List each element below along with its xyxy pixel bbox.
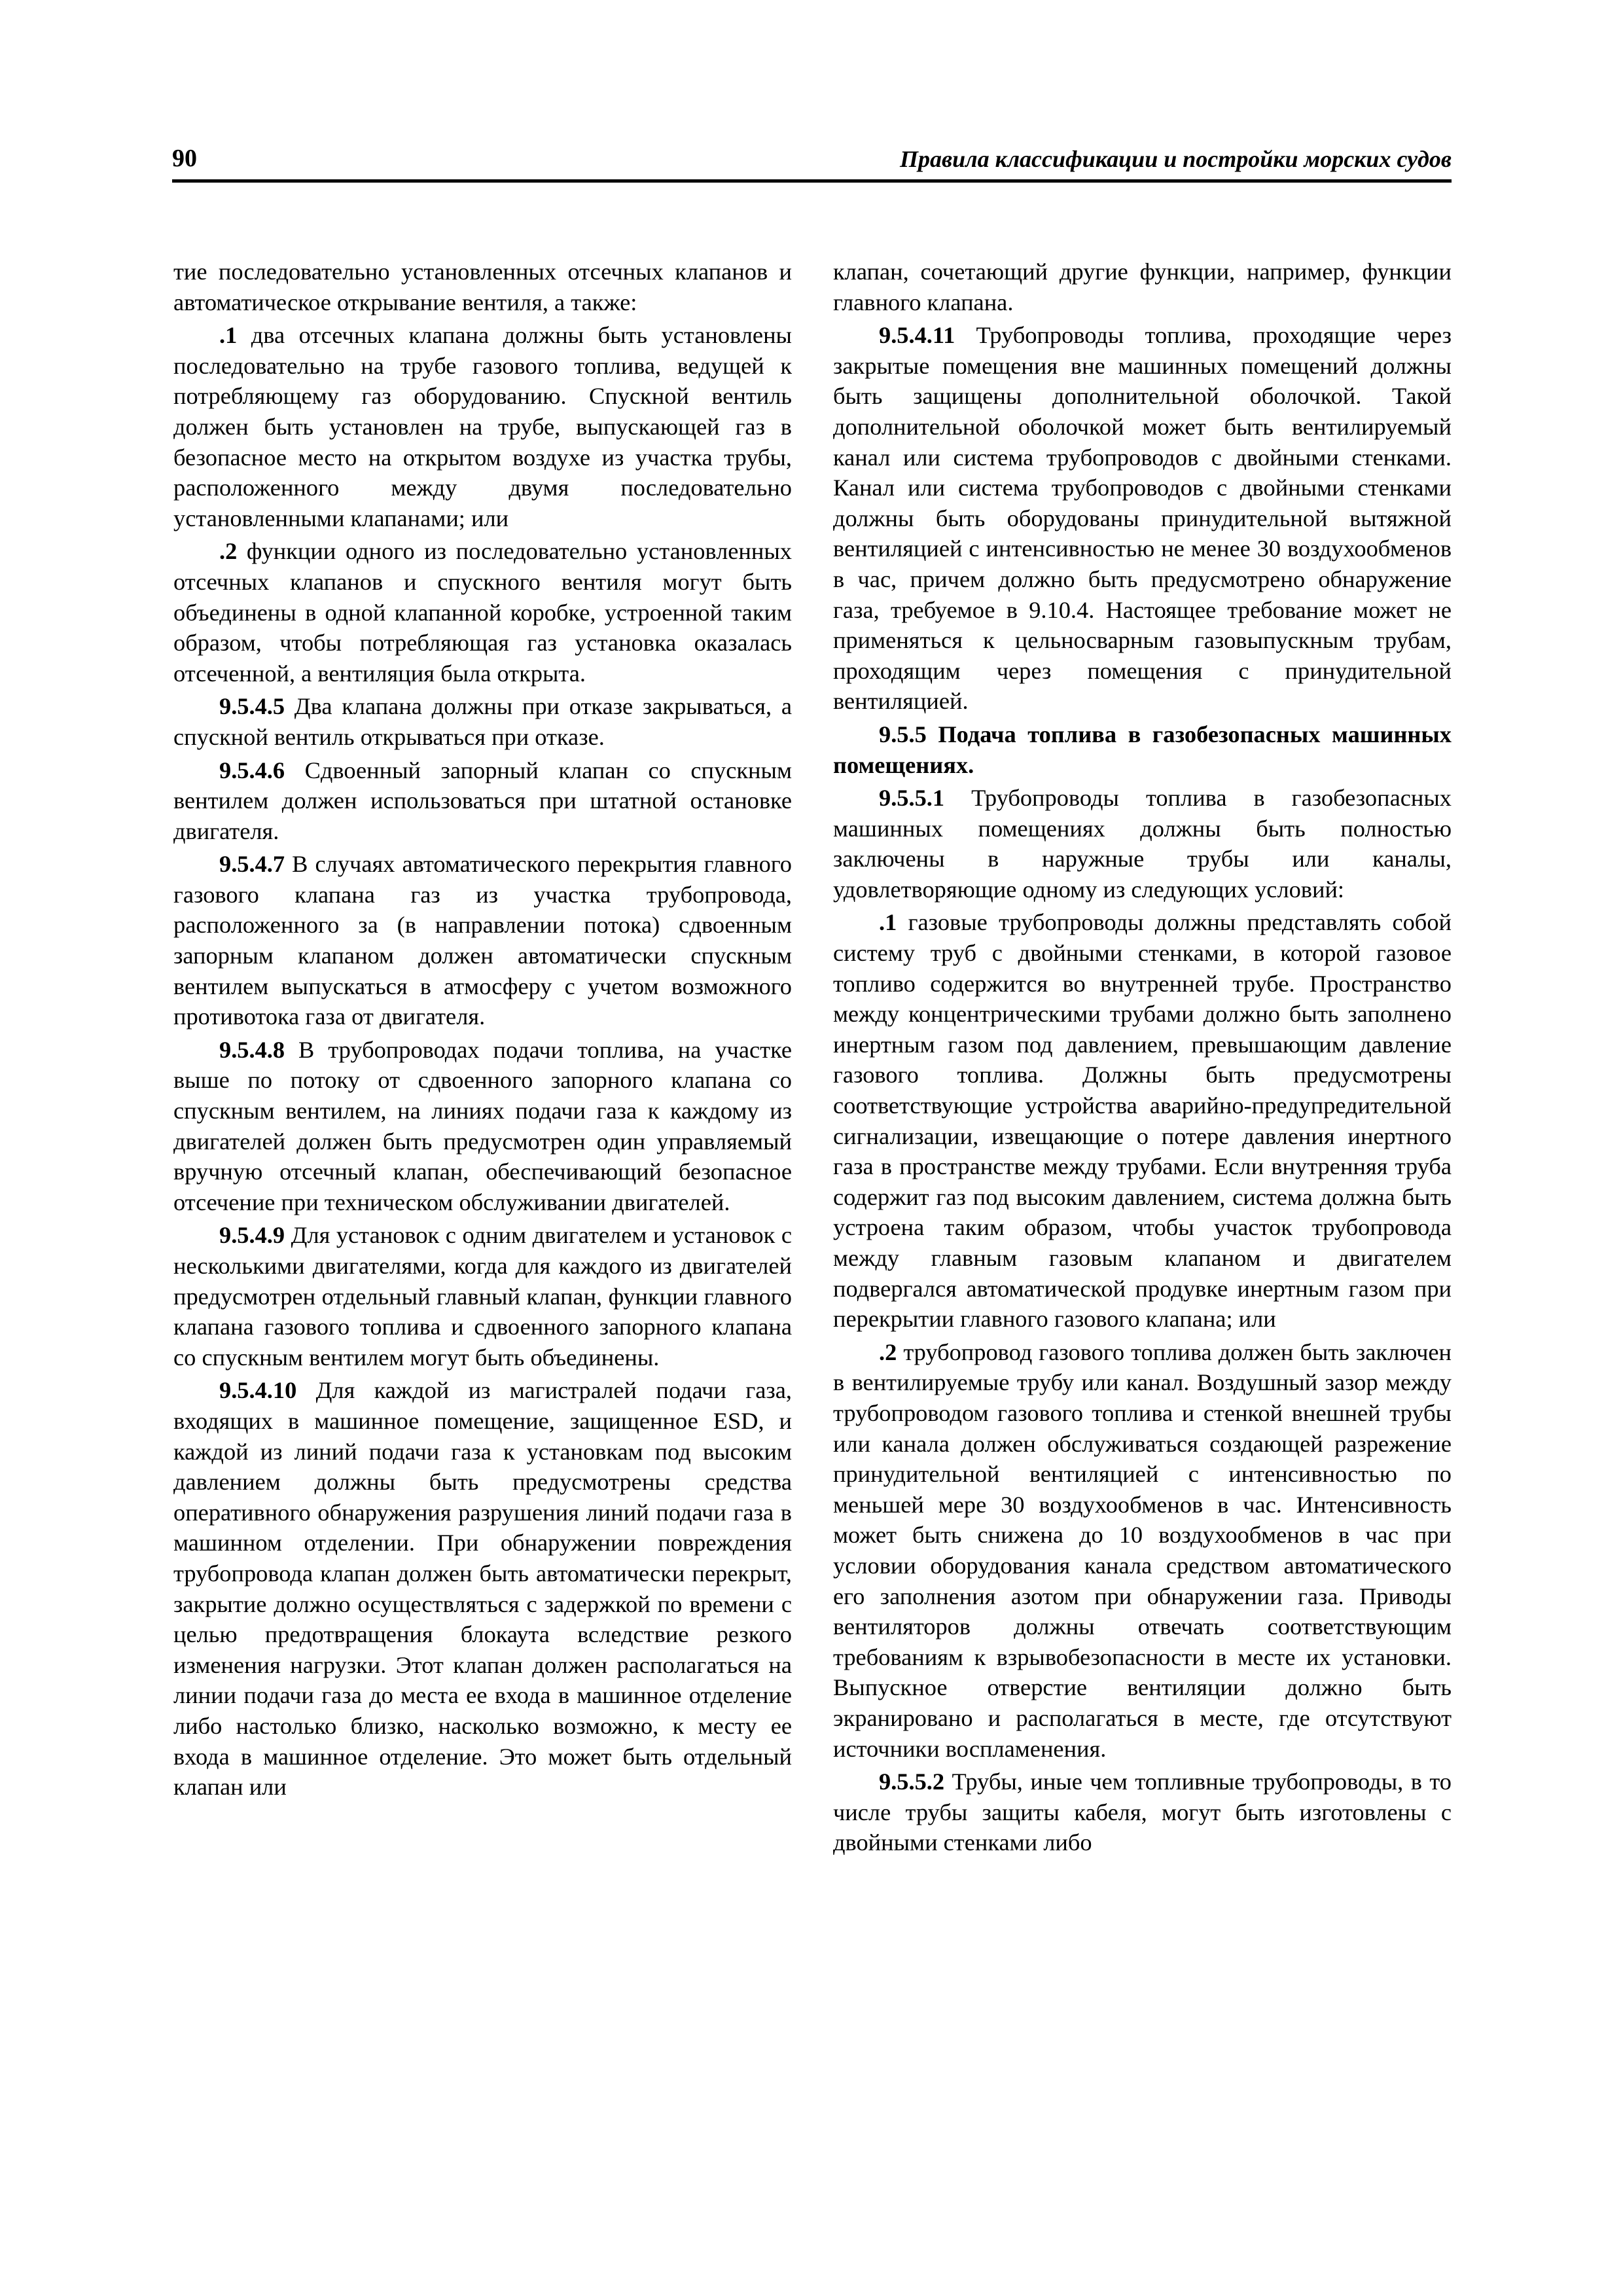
- paragraph: 9.5.4.9 Для установок с одним двигателем и установок с несколькими двигателями, когда для каждого из двигателей предусмотрен отдельный главный клапан, функции главного клапана газового топлива и сдвоенного запорного клапана со спускным вентилем могут быть объединены.: [173, 1222, 792, 1371]
- item-number: .2: [879, 1338, 897, 1365]
- clause-number: 9.5.4.6: [219, 757, 285, 783]
- paragraph: тие последовательно установленных отсечных клапанов и автоматическое открывание вентиля, а также:: [173, 259, 792, 315]
- paragraph: 9.5.4.8 В трубопроводах подачи топлива, на участке выше по потоку от сдвоенного запорного клапана со спускным вентилем, на линиях подачи газа к каждому из двигателей должен быть предусмотрен один управляемый вручную отсечный клапан, обеспечивающий безопасное отсечение при техническом обслуживании двигателей.: [173, 1036, 792, 1215]
- paragraph: 9.5.5.2 Трубы, иные чем топливные трубопроводы, в то числе трубы защиты кабеля, могут быть изготовлены с двойными стенками либо: [833, 1768, 1452, 1856]
- paragraph: 9.5.4.5 Два клапана должны при отказе закрываться, а спускной вентиль открываться при отказе.: [173, 693, 792, 750]
- paragraph: .1 газовые трубопроводы должны представлять собой систему труб с двойными стенками, в которой газовое топливо содержится во внутренней трубе. Пространство между концентрическими трубами должно быть заполнено инертным газом под давлением, превышающим давление газового топлива. Должны быть предусмотрены соответствующие устройства аварийно-предупредительной сигнализации, извещающие о потере давления инертного газа в пространстве между трубами. Если внутренняя труба содержит газ под высоким давлением, система должна быть устроена таким образом, чтобы участок трубопровода между главным газовым клапаном и двигателем подвергался автоматической продувке инертным газом при перекрытии главного газового клапана; или: [833, 909, 1452, 1333]
- left-column: [173, 257, 792, 1805]
- page-number: 90: [172, 145, 197, 172]
- clause-number: 9.5.4.5: [219, 693, 285, 720]
- paragraph: 9.5.4.10 Для каждой из магистралей подачи газа, входящих в машинное помещение, защищенное ESD, и каждой из линий подачи газа к установкам под высоким давлением должны быть предусмотрены средства оперативного обнаружения разрушения линий подачи газа в машинном отделении. При обнаружении повреждения трубопровода клапан должен быть автоматически перекрыт, закрытие должно осуществляться с задержкой по времени с целью предотвращения блокаута вследствие резкого изменения нагрузки. Этот клапан должен располагаться на линии подачи газа до места ее входа в машинное отделение либо настолько близко, насколько возможно, к месту ее входа в машинное отделение. Это может быть отдельный клапан или: [173, 1377, 792, 1801]
- clause-number: 9.5.4.11: [879, 322, 955, 349]
- item-number: .1: [879, 909, 897, 936]
- paragraph: .2 трубопровод газового топлива должен быть заключен в вентилируемые трубу или канал. Воздушный зазор между трубопроводом газового топлива и стенкой внешней трубы или канала должен обслуживаться создающей разрежение принудительной вентиляцией с интенсивностью по меньшей мере 30 воздухообменов в час. Интенсивность может быть снижена до 10 воздухообменов в час при условии оборудования канала средством автоматического его заполнения азотом при обнаружении газа. Приводы вентиляторов должны отвечать соответствующим требованиям к взрывобезопасности в месте их установки. Выпускное отверстие вентиляции должно быть экранировано и располагаться в месте, где отсутствуют источники воспламенения.: [833, 1338, 1452, 1762]
- paragraph: 9.5.4.6 Сдвоенный запорный клапан со спускным вентилем должен использоваться при штатной остановке двигателя.: [173, 757, 792, 844]
- right-column: [833, 257, 1452, 1861]
- clause-number: 9.5.5.2: [879, 1768, 945, 1795]
- paragraph: 9.5.4.11 Трубопроводы топлива, проходящие через закрытые помещения вне машинных помещений должны быть защищены дополнительной оболочкой. Такой дополнительной оболочкой может быть вентилируемый канал или система трубопроводов с двойными стенками. Канал или система трубопроводов с двойными стенками должны быть оборудованы принудительной вытяжной вентиляцией с интенсивностью не менее 30 воздухообменов в час, причем должно быть предусмотрено обнаружение газа, требуемое в 9.10.4. Настоящее требование может не применяться к цельносварным газовыпускным трубам, проходящим через помещения с принудительной вентиляцией.: [833, 322, 1452, 715]
- item-number: .1: [219, 322, 238, 349]
- clause-number: 9.5.4.10: [219, 1377, 297, 1404]
- running-title: Правила классификации и постройки морских судов: [900, 146, 1452, 172]
- clause-number: 9.5.4.7: [219, 851, 285, 878]
- clause-number: 9.5.4.8: [219, 1036, 285, 1063]
- paragraph: .2 функции одного из последовательно установленных отсечных клапанов и спускного вентиля могут быть объединены в одной клапанной коробке, устроенной таким образом, чтобы потребляющая газ установка оказалась отсеченной, а вентиляция была открыта.: [173, 538, 792, 687]
- paragraph: 9.5.5.1 Трубопроводы топлива в газобезопасных машинных помещениях должны быть полностью заключены в наружные трубы или каналы, удовлетворяющие одному из следующих условий:: [833, 785, 1452, 903]
- page-header: [172, 139, 1452, 183]
- section-number: 9.5.5: [879, 721, 927, 747]
- item-number: .2: [219, 538, 238, 565]
- paragraph: .1 два отсечных клапана должны быть установлены последовательно на трубе газового топлива, ведущей к потребляющему газ оборудованию. Спускной вентиль должен быть установлен на трубе, выпускающей газ в безопасное место на открытом воздухе из участка трубы, расположенного между двумя последовательно установленными клапанами; или: [173, 322, 792, 531]
- section-heading: 9.5.5 Подача топлива в газобезопасных машинных помещениях.: [833, 721, 1452, 778]
- paragraph: 9.5.4.7 В случаях автоматического перекрытия главного газового клапана газ из участка трубопровода, расположенного за (в направлении потока) сдвоенным запорным клапаном должен автоматически спускным вентилем выпускаться в атмосферу с учетом возможного противотока газа от двигателя.: [173, 851, 792, 1030]
- clause-number: 9.5.4.9: [219, 1222, 285, 1249]
- paragraph: клапан, сочетающий другие функции, например, функции главного клапана.: [833, 259, 1452, 315]
- clause-number: 9.5.5.1: [879, 785, 945, 812]
